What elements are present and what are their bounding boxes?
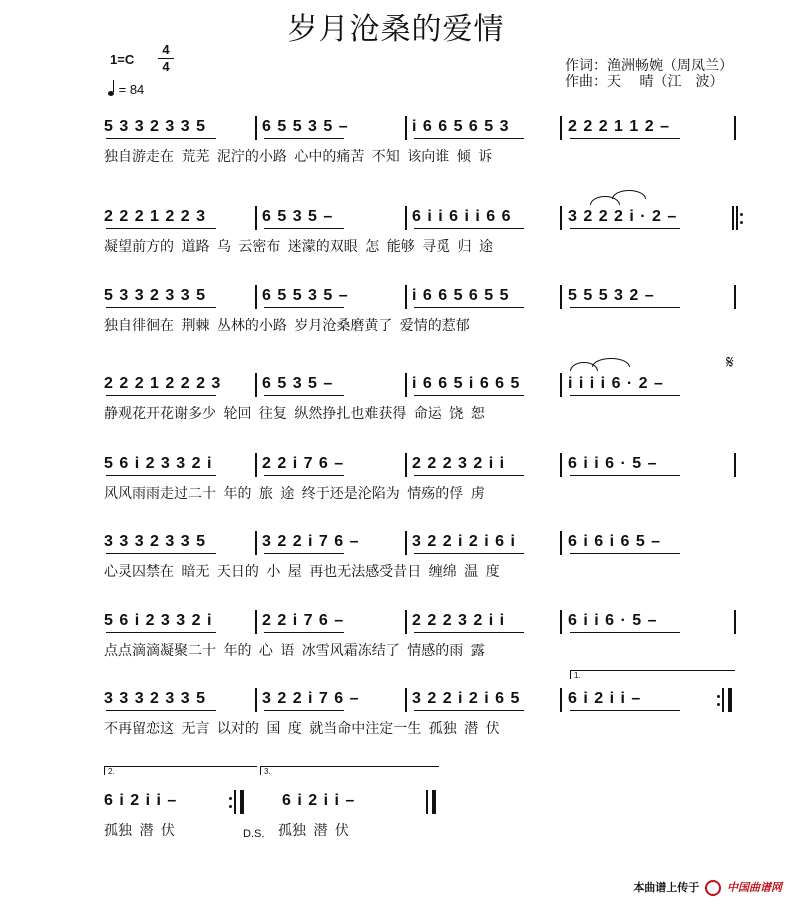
beam-underline	[106, 228, 216, 229]
barline	[255, 453, 257, 477]
lyrics-line: 风风雨雨走过二十 年的 旅 途 终于还是沦陷为 情殇的俘 虏	[104, 486, 485, 502]
beam-underline	[106, 307, 216, 308]
credits	[565, 58, 733, 90]
beam-underline	[570, 138, 680, 139]
segno-icon: 𝄋	[726, 352, 734, 373]
lyrics-line: 凝望前方的 道路 乌 云密布 迷濛的双眼 怎 能够 寻觅 归 途	[104, 239, 494, 255]
repeat-dot	[229, 805, 232, 808]
notes-measure: 5 6 i 2 3 3 2 i	[104, 612, 212, 629]
notes-measure: 5 6 i 2 3 3 2 i	[104, 455, 212, 472]
beam-underline	[414, 228, 524, 229]
beam-underline	[414, 632, 524, 633]
barline	[734, 116, 736, 140]
barline	[255, 206, 257, 230]
time-signature-top: 4	[162, 42, 170, 57]
barline	[255, 285, 257, 309]
beam-underline	[570, 307, 680, 308]
beam-underline	[264, 138, 344, 139]
volta-bracket	[570, 670, 735, 679]
notes-measure: 3 2 2 i 2 i 6 i	[412, 533, 515, 550]
notes-measure: 5 3 3 2 3 3 5	[104, 287, 205, 304]
dal-segno-marking: D.S.	[243, 828, 265, 840]
notes-measure: 2 2 2 3 2 i i	[412, 455, 505, 472]
notes-measure: 3 2 2 i 7 6 –	[262, 533, 359, 550]
lyrics-line: 不再留恋这 无言 以对的 国 度 就当命中注定一生 孤独 潜 伏	[104, 721, 500, 737]
notes-measure: 2 2 i 7 6 –	[262, 612, 344, 629]
tie-arc	[612, 190, 646, 199]
barline	[560, 373, 562, 397]
notes-measure: 2 2 2 1 2 2 2 3	[104, 375, 221, 392]
notes-measure: 2 2 2 1 2 2 3	[104, 208, 205, 225]
barline	[405, 206, 407, 230]
barline	[734, 610, 736, 634]
notes-measure: 3 2 2 i 7 6 –	[262, 690, 359, 707]
time-signature	[158, 43, 174, 74]
lyrics-line: 点点滴滴凝聚二十 年的 心 语 冰雪风霜冻结了 情感的雨 露	[104, 643, 485, 659]
beam-underline	[414, 395, 524, 396]
final-barline	[722, 688, 724, 712]
notes-measure: 5 5 5 3 2 –	[568, 287, 654, 304]
barline	[560, 206, 562, 230]
final-barline	[234, 790, 236, 814]
repeat-dot	[229, 797, 232, 800]
tie-arc	[592, 358, 630, 367]
volta-label: 3.	[264, 767, 271, 776]
barline	[255, 688, 257, 712]
lyrics-line: 静观花开花谢多少 轮回 往复 纵然挣扎也难获得 命运 饶 恕	[104, 406, 485, 422]
notes-measure: 6 i 2 i i –	[282, 792, 355, 809]
beam-underline	[106, 553, 216, 554]
notes-measure: 6 5 5 3 5 –	[262, 118, 348, 135]
beam-underline	[264, 307, 344, 308]
beam-underline	[264, 553, 344, 554]
barline	[405, 285, 407, 309]
beam-underline	[264, 632, 344, 633]
composer: 作曲：天 晴（江 波）	[565, 74, 724, 90]
notes-measure: 2 2 i 7 6 –	[262, 455, 344, 472]
notes-measure: i 6 6 5 i 6 6 5	[412, 375, 520, 392]
beam-underline	[106, 475, 216, 476]
footer-watermark	[633, 879, 782, 896]
volta-bracket	[104, 766, 257, 775]
barline	[255, 116, 257, 140]
final-barline	[432, 790, 436, 814]
notes-measure: 6 i i 6 i i 6 6	[412, 208, 511, 225]
notes-measure: 6 i 6 i 6 5 –	[568, 533, 661, 550]
repeat-dot	[717, 695, 720, 698]
beam-underline	[106, 632, 216, 633]
notes-measure: 6 i i 6 · 5 –	[568, 612, 657, 629]
key-signature: 1=C	[110, 52, 135, 67]
barline	[405, 453, 407, 477]
beam-underline	[570, 395, 680, 396]
notes-measure: i 6 6 5 6 5 3	[412, 118, 509, 135]
beam-underline	[106, 138, 216, 139]
beam-underline	[570, 632, 680, 633]
lyrics-line: 孤独 潜 伏	[278, 823, 349, 839]
barline	[560, 531, 562, 555]
barline	[560, 285, 562, 309]
barline	[255, 531, 257, 555]
lyrics-line: 心灵囚禁在 暗无 天日的 小 屋 再也无法感受昔日 缠绵 温 度	[104, 564, 500, 580]
site-logo-icon	[705, 880, 721, 896]
notes-measure: 6 5 3 5 –	[262, 208, 333, 225]
notes-measure: 2 2 2 1 1 2 –	[568, 118, 669, 135]
notes-measure: 5 3 3 2 3 3 5	[104, 118, 205, 135]
time-signature-bottom: 4	[162, 59, 170, 74]
repeat-dot	[740, 221, 743, 224]
barline	[560, 688, 562, 712]
beam-underline	[264, 228, 344, 229]
repeat-dot	[740, 213, 743, 216]
repeat-barline	[736, 206, 738, 230]
beam-underline	[106, 395, 216, 396]
footer-prefix: 本曲谱上传于	[633, 881, 700, 894]
notes-measure: 6 i i 6 · 5 –	[568, 455, 657, 472]
beam-underline	[570, 228, 680, 229]
beam-underline	[414, 553, 524, 554]
notes-measure: 6 i 2 i i –	[568, 690, 641, 707]
beam-underline	[414, 138, 524, 139]
notes-measure: i 6 6 5 6 5 5	[412, 287, 509, 304]
barline	[734, 285, 736, 309]
beam-underline	[414, 710, 524, 711]
beam-underline	[570, 710, 680, 711]
tempo-marking	[108, 82, 144, 97]
beam-underline	[414, 307, 524, 308]
lyricist: 作词：渔洲畅婉（周凤兰）	[565, 58, 733, 74]
barline	[405, 610, 407, 634]
beam-underline	[264, 710, 344, 711]
beam-underline	[264, 395, 344, 396]
page-title: 岁月沧桑的爱情	[287, 12, 505, 47]
notes-measure: 3 3 3 2 3 3 5	[104, 533, 205, 550]
final-barline	[240, 790, 244, 814]
notes-measure: 6 5 3 5 –	[262, 375, 333, 392]
notes-measure: i i i i 6 · 2 –	[568, 375, 663, 392]
notes-measure: 3 3 3 2 3 3 5	[104, 690, 205, 707]
lyrics-line: 孤独 潜 伏	[104, 823, 175, 839]
beam-underline	[414, 475, 524, 476]
footer-site: 中国曲谱网	[727, 881, 782, 894]
final-barline	[426, 790, 428, 814]
tempo-value: = 84	[118, 82, 145, 97]
barline	[405, 531, 407, 555]
notes-measure: 3 2 2 i 2 i 6 5	[412, 690, 520, 707]
lyrics-line: 独自游走在 荒芜 泥泞的小路 心中的痛苦 不知 该向谁 倾 诉	[104, 149, 493, 165]
barline	[560, 610, 562, 634]
barline	[405, 116, 407, 140]
beam-underline	[570, 553, 680, 554]
barline	[734, 453, 736, 477]
volta-label: 2.	[108, 767, 115, 776]
beam-underline	[570, 475, 680, 476]
notes-measure: 6 5 5 3 5 –	[262, 287, 348, 304]
barline	[405, 688, 407, 712]
notes-measure: 3 2 2 2 i · 2 –	[568, 208, 677, 225]
beam-underline	[264, 475, 344, 476]
beam-underline	[106, 710, 216, 711]
barline	[560, 116, 562, 140]
volta-bracket	[260, 766, 439, 775]
barline	[255, 610, 257, 634]
lyrics-line: 独自徘徊在 荆棘 丛林的小路 岁月沧桑磨黄了 爱情的惹郁	[104, 318, 470, 334]
repeat-dot	[717, 703, 720, 706]
barline	[255, 373, 257, 397]
notes-measure: 2 2 2 3 2 i i	[412, 612, 505, 629]
final-barline	[728, 688, 732, 712]
barline	[560, 453, 562, 477]
barline	[405, 373, 407, 397]
notes-measure: 6 i 2 i i –	[104, 792, 177, 809]
volta-label: 1.	[574, 671, 581, 680]
repeat-barline	[732, 206, 734, 230]
